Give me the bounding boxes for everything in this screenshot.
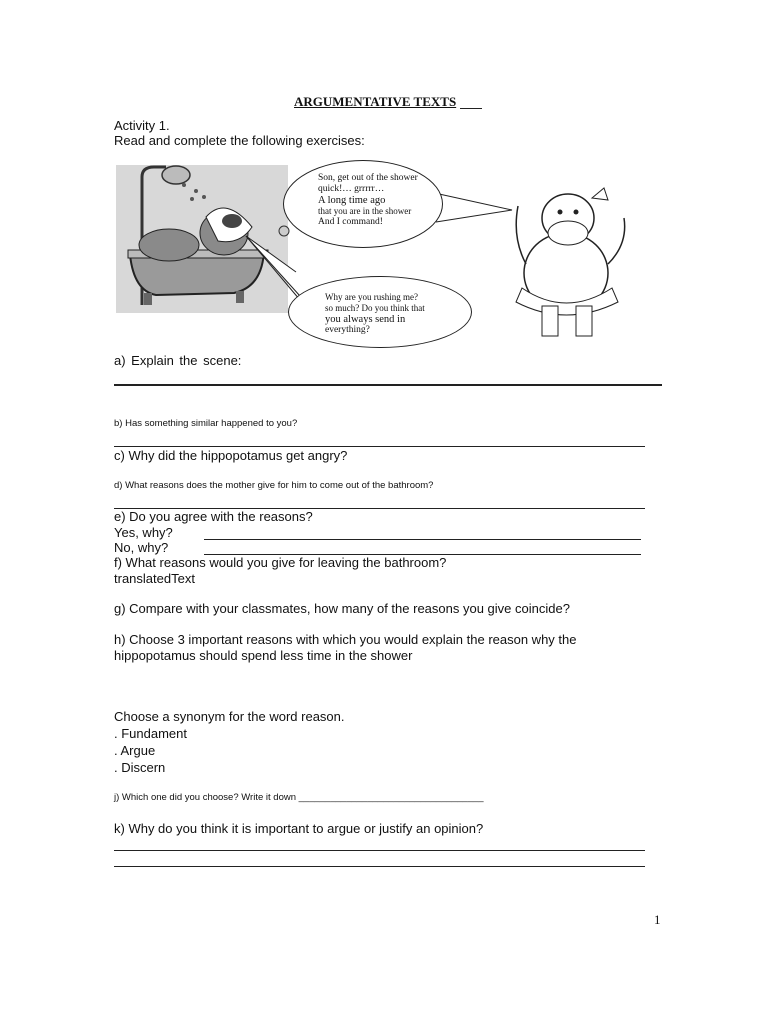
mother-bubble-line: Son, get out of the shower [318,173,418,183]
question-b: b) Has something similar happened to you? [114,418,298,429]
synonym-option-3: . Discern [114,760,166,775]
question-e-yes: Yes, why? [114,525,173,540]
answer-line-k-1[interactable] [114,850,645,851]
question-e: e) Do you agree with the reasons? [114,509,313,524]
question-g: g) Compare with your classmates, how many of the reasons you give coincide? [114,601,570,616]
synonym-option-2: . Argue [114,743,156,758]
answer-line-b[interactable] [114,446,645,447]
page-title: ARGUMENTATIVE TEXTS [294,94,457,109]
question-f-answer: translatedText [114,571,195,586]
question-h-line1: h) Choose 3 important reasons with which you would explain the reason why the [114,632,577,647]
answer-line-a[interactable] [114,384,662,386]
son-bubble-line: you always send in [325,314,406,325]
son-bubble-line: everything? [325,325,370,335]
son-bubble-line: so much? Do you think that [325,303,425,313]
mother-bubble-line: that you are in the shower [318,206,412,216]
question-d: d) What reasons does the mother give for him to come out of the bathroom? [114,480,434,491]
son-speech-bubble [288,276,472,348]
instructions: Read and complete the following exercises: [114,133,365,148]
question-e-no: No, why? [114,540,169,555]
answer-line-e-yes[interactable] [204,539,641,540]
question-j: j) Which one did you choose? Write it down ___________________________________ [114,792,484,803]
mother-bubble-line: quick!… grrrrr… [318,184,385,194]
mother-bubble-line: And I command! [318,217,383,227]
mother-bubble-line: A long time ago [318,195,386,206]
question-k: k) Why do you think it is important to argue or justify an opinion? [114,821,484,836]
activity-label: Activity 1. [114,118,170,133]
mother-speech-bubble [283,160,443,248]
answer-line-k-2[interactable] [114,866,645,867]
question-f: f) What reasons would you give for leaving the bathroom? [114,555,447,570]
synonym-option-1: . Fundament [114,726,187,741]
son-bubble-line: Why are you rushing me? [325,292,418,302]
question-c: c) Why did the hippopotamus get angry? [114,448,348,463]
question-a: a) Explain the scene: [114,353,242,368]
question-h-line2: hippopotamus should spend less time in the shower [114,648,413,663]
page-number: 1 [654,912,661,927]
synonym-question: Choose a synonym for the word reason. [114,709,345,724]
